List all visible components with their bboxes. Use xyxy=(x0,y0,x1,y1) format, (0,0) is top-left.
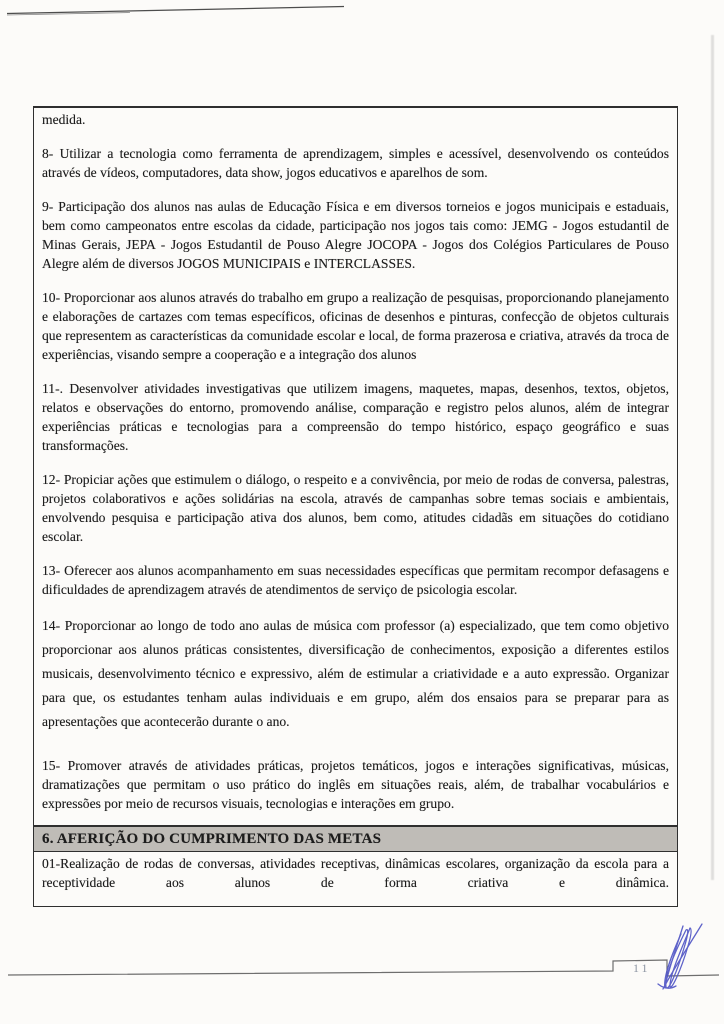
section-header-row: 6. AFERIÇÃO DO CUMPRIMENTO DAS METAS xyxy=(34,825,677,852)
goal-item-9: 9- Participação dos alunos nas aulas de Educação Física e em diversos torneios e jogos municipais e estaduais, bem como campeonatos entre escolas da cidade, participação nos jogos tais como: JEMG - Jogos estudantil de Minas Gerais, JEPA - Jogos Estudantil de Pouso Alegre JOCOPA - Jogos dos Colégios Particulares de Pouso Alegre além de diversos JOGOS MUNICIPAIS e INTERCLASSES. xyxy=(42,199,669,271)
assessment-row xyxy=(34,852,677,906)
goals-cell xyxy=(34,108,677,825)
assessment-item-01: 01-Realização de rodas de conversas, atividades receptivas, dinâmicas escolares, organização da escola para a receptividade aos alunos de forma criativa e dinâmica. xyxy=(42,856,669,890)
document-table xyxy=(33,106,678,907)
continuation-paragraph: medida. xyxy=(42,112,86,127)
goal-item-8: 8- Utilizar a tecnologia como ferramenta de aprendizagem, simples e acessível, desenvolvendo os conteúdos através de vídeos, computadores, data show, jogos educativos e aparelhos de som. xyxy=(42,146,669,180)
goal-item-14: 14- Proporcionar ao longo de todo ano aulas de música com professor (a) especializado, que tem como objetivo proporcionar aos alunos práticas consistentes, diversificação de conhecimentos, exposição a diferentes estilos musicais, desenvolvimento técnico e expressivo, além de estimular a criatividade e a auto expressão. Organizar para que, os estudantes tenham aulas individuais e em grupo, além dos ensaios para se preparar para as apresentações que acontecerão durante o ano. xyxy=(42,618,669,729)
goal-item-15: 15- Promover através de atividades práticas, projetos temáticos, jogos e interações significativas, músicas, dramatizações que permitam o uso prático do inglês em situações reais, além, de trabalhar vocabulários e expressões por meio de recursos visuais, tecnologias e interações em grupo. xyxy=(42,758,669,811)
signature-ink-mark xyxy=(658,924,702,989)
goal-item-10: 10- Proporcionar aos alunos através do trabalho em grupo a realização de pesquisas, proporcionando planejamento e elaborações de cartazes com temas específicos, oficinas de desenhos e pinturas, confecção de objetos culturais que representem as características da comunidade escolar e local, de forma prazerosa e criativa, através da troca de experiências, visando sempre a cooperação e a integração dos alunos xyxy=(42,290,669,362)
page-footer xyxy=(0,908,724,1024)
goal-item-12: 12- Propiciar ações que estimulem o diálogo, o respeito e a convivência, por meio de rodas de conversa, palestras, projetos colaborativos e ações solidárias na escola, através de campanhas sobre temas sociais e ambientais, envolvendo pesquisa e participação ativa dos alunos, bem como, atitudes cidadãs em situações do cotidiano escolar. xyxy=(42,472,669,544)
top-scan-line xyxy=(0,0,724,24)
footer-rule xyxy=(8,960,719,976)
page-edge-shadow xyxy=(711,35,714,880)
goal-item-11: 11-. Desenvolver atividades investigativas que utilizem imagens, maquetes, mapas, desenhos, textos, objetos, relatos e observações do entorno, promovendo análise, comparação e registro pelos alunos, além de integrar experiências práticas e tecnologias para a compreensão do tempo histórico, espaço geográfico e suas transformações. xyxy=(42,381,669,453)
page-number: 11 xyxy=(633,961,651,975)
goal-item-13: 13- Oferecer aos alunos acompanhamento em suas necessidades específicas que permitam recompor defasagens e dificuldades de aprendizagem através de atendimentos de serviço de psicologia escolar. xyxy=(42,563,669,597)
